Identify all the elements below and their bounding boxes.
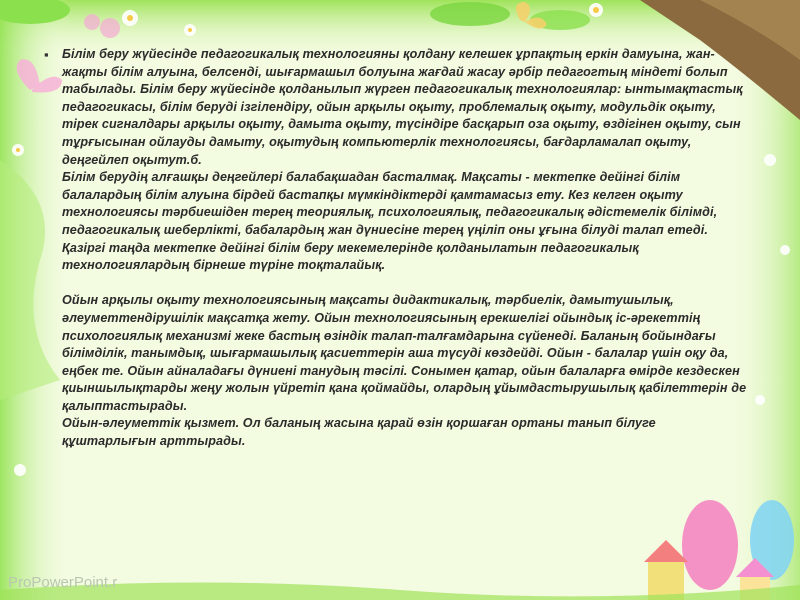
bullet-icon: ▪	[44, 47, 49, 62]
paragraph: Білім беру жүйесінде педагогикалық технологияны қолдану келешек ұрпақтың еркін дамуына, жан-жақты білім алуына, белсенді, шығармашыл болуына жағдай жасау әрбір педагогтың міндеті болып табылады. Білім беру жүйесінде қолданылып жүрген педагогикалық технологиялар: ынтымақтастық педагогикасы, білім беруді ізгілендіру, ойын арқылы оқыту, проблемалық оқыту, модульдік оқыту, тірек сигналдары арқылы оқыту, дамыта оқыту, түсіндіре басқарып оза оқыту, өздігінен оқыту, сын тұрғысынан ойлауды дамыту, оқытудың компьютерлік технологиясы, бағдарламалап оқыту, деңгейлеп оқытут.б.	[62, 47, 743, 167]
blank-line	[62, 275, 752, 293]
paragraph: Білім берудің алғашқы деңгейлері балабақшадан басталмақ. Мақсаты - мектепке дейінгі білім балалардың білім алуына бірдей бастапқы мүмкіндіктерді қамтамасыз ету. Кез келген оқыту технологиясы тәрбиешіден терең теориялық, психологиялық, педагогикалық әдістемелік білімді, педагогикалық шеберлікті, бабалардың жан дүниесіне терең үңіліп оны ұғына білуді талап етеді.	[62, 170, 718, 237]
paragraph: Ойын-әлеуметтік қызмет. Ол баланың жасына қарай өзін қоршаған ортаны танып білуге құштарлығын арттырады.	[62, 416, 656, 449]
paragraph: Қазіргі таңда мектепке дейінгі білім беру мекемелерінде қолданылатын педагогикалық технологиялардың бірнеше түріне тоқталайық.	[62, 240, 639, 273]
slide-body	[44, 46, 752, 451]
watermark: ProPowerPoint.r	[8, 574, 118, 591]
paragraph: Ойын арқылы оқыту технологиясының мақсаты дидактикалық, тәрбиелік, дамытушылық, әлеуметтендірушілік мақсатқа жету. Ойын технологиясының ерекшелігі ойындық іс-әрекеттің психологиялық механизмі жеке бастың өзіндік талап-талғамдарына сүйенеді. Баланың бойындағы білімділік, танымдық, шығармашылық қасиеттерін аша түсуді көздейді. Ойын - балалар үшін оқу да, еңбек те. Ойын айналадағы дүниені танудың тәсілі. Сонымен қатар, ойын балаларға өмірде кездескен қиыншылықтарды жеңу жолын үйретіп қана қоймайды, олардың ұйымдастырушылық қабілеттерін де қалыптастырады.	[62, 293, 747, 413]
